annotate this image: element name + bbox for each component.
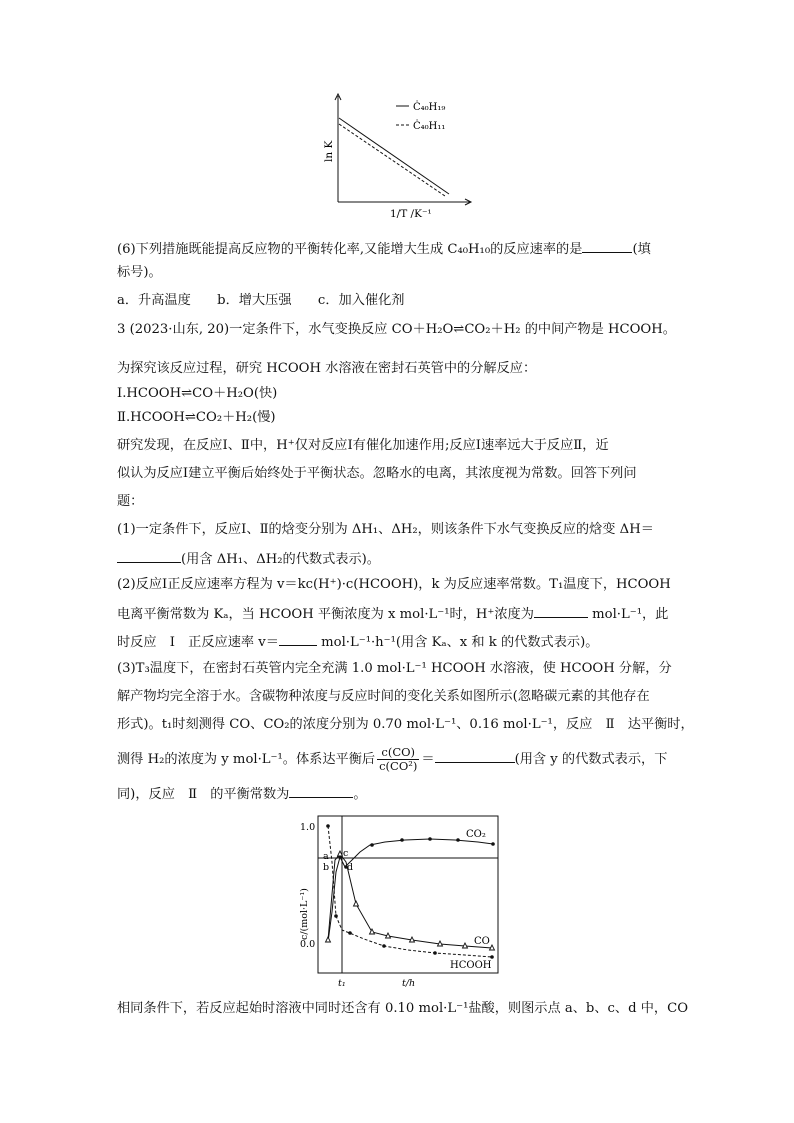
point-label-c: c [343,848,349,859]
problem3-intro: 为探究该反应过程，研究 HCOOH 水溶液在密封石英管中的分解反应： [117,361,537,376]
ytick-0-0: 0.0 [300,939,316,950]
q2-line3: 时反应 Ⅰ 正反应速率 v＝ mol·L⁻¹·h⁻¹(用含 Kₐ、x 和 k 的代数式表示)。 [117,631,677,653]
q3-k-blank[interactable] [289,783,353,798]
q2-h-conc-blank[interactable] [534,603,588,618]
legend-solid-label: Ċ₄₀H₁₉ [413,102,446,113]
q1-line1: (1)一定条件下，反应Ⅰ、Ⅱ的焓变分别为 ΔH₁、ΔH₂，则该条件下水气变换反应的焓变 ΔH＝ [117,522,654,537]
q3-line2: 解产物均完全溶于水。含碳物种浓度与反应时间的变化关系如图所示(忽略碳元素的其他存在 [117,689,650,704]
q2-line1: (2)反应Ⅰ正反应速率方程为 v＝kc(H⁺)·c(HCOOH)，k 为反应速率常数。T₁温度下，HCOOH [117,577,671,592]
finding-line2: 似认为反应Ⅰ建立平衡后始终处于平衡状态。忽略水的电离，其浓度视为常数。回答下列问 [117,466,637,481]
x-axis-label: t/h [402,978,416,989]
q6-line2: 标号)。 [117,265,162,280]
x-axis-label: 1/T /K⁻¹ [390,208,432,220]
co2-series-label: CO₂ [466,829,486,840]
problem3-heading: 3 (2023·山东, 20)一定条件下，水气变换反应 CO＋H₂O⇌CO₂＋H₂ 的中间产物是 HCOOH。 [117,322,676,337]
q3-line4: 测得 H₂的浓度为 y mol·L⁻¹。体系达平衡后 $\frac{c(CO)}{\text{c(CO²)}}$ ＝ (用含 y 的代数式表示，下 [117,745,668,773]
ytick-1-0: 1.0 [300,822,316,833]
y-axis-label: c/(mol·L⁻¹) [299,888,310,940]
hcooh-series-label: HCOOH [450,960,492,971]
lnk-figure [318,90,478,225]
q6-options: a．升高温度 b．增大压强 c．加入催化剂 [117,293,405,308]
series-line-dashed [339,124,445,196]
t1-tick-label: t₁ [338,978,346,989]
point-label-a: a [323,851,329,862]
q3-line1: (3)T₃温度下，在密封石英管内完全充满 1.0 mol·L⁻¹ HCOOH 水溶液，使 HCOOH 分解，分 [117,661,672,676]
q3-line3: 形式)。t₁时刻测得 CO、CO₂的浓度分别为 0.70 mol·L⁻¹、0.16 mol·L⁻¹，反应 Ⅱ 达平衡时， [117,717,694,732]
point-label-b: b [323,862,330,873]
legend-dashed-label: Ċ₄₀H₁₁ [413,121,446,132]
q3-ratio-blank[interactable] [435,748,515,763]
q1-line2: (用含 ΔH₁、ΔH₂的代数式表示)。 [117,548,677,570]
point-label-d: d [347,862,354,873]
q6-answer-blank[interactable] [582,238,632,253]
reaction-1: Ⅰ.HCOOH⇌CO＋H₂O(快) [117,386,278,401]
q1-answer-blank[interactable] [117,548,181,563]
q2-rate-blank[interactable] [279,631,317,646]
final-line: 相同条件下，若反应起始时溶液中同时还含有 0.10 mol·L⁻¹盐酸，则图示点 a、b、c、d 中，CO [117,1001,689,1016]
finding-line1: 研究发现，在反应Ⅰ、Ⅱ中，H⁺仅对反应Ⅰ有催化加速作用;反应Ⅰ速率远大于反应Ⅱ，近 [117,438,609,453]
y-axis-label: ln K [323,140,335,162]
co-series-label: CO [474,936,490,947]
concentration-time-figure [290,812,505,992]
finding-line3: 题： [117,494,144,509]
reaction-2: Ⅱ.HCOOH⇌CO₂＋H₂(慢) [117,410,276,425]
concentration-ratio-fraction: $\frac{c(CO)}{\text{c(CO²)}}$ [379,745,418,773]
q3-line5: 同)，反应 Ⅱ 的平衡常数为 。 [117,783,677,805]
q2-line2: 电离平衡常数为 Kₐ，当 HCOOH 平衡浓度为 x mol·L⁻¹时，H⁺浓度为 mol·L⁻¹，此 [117,603,677,625]
q6-line1: (6)下列措施既能提高反应物的平衡转化率,又能增大生成 C₄₀H₁₀的反应速率的是 (填 [117,238,677,260]
